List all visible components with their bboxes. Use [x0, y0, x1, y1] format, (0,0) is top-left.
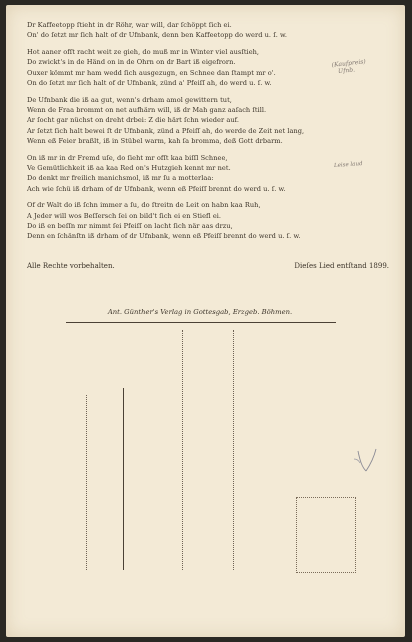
pencil-mark [352, 445, 382, 479]
footer-line [27, 262, 389, 270]
address-line-solid [123, 388, 124, 570]
verse-line: A Jeder will wos Beſſersch ſei on bild't ſich ei en Stiefl ei. [27, 211, 222, 220]
stanza-3 [27, 95, 389, 146]
stanza-1 [27, 20, 389, 41]
rights-notice: Alle Rechte vorbehalten. [27, 262, 115, 270]
verse-line: Ouxer kömmt mr ham wedd ſich ausgezugn, en Schnee dan ſtampt mr o'. [27, 68, 276, 77]
divider-dotted-right [233, 330, 234, 570]
verse-line: Do zwickt's in de Händ on in de Ohrn on dr Bart iß eigefrorn. [27, 58, 236, 67]
verse-line: On' do ſetzt mr ſich halt of dr Ufnbank, denn ben Kaffeetopp do werd u. ſ. w. [27, 31, 288, 40]
publisher-imprint: Ant. Günther's Verlag in Gottesgab, Erzgeb. Böhmen. [107, 308, 293, 316]
date-note: Dieſes Lied entſtand 1899. [294, 262, 389, 270]
song-text [27, 20, 389, 248]
address-line-dotted [86, 395, 87, 570]
verse-line: Do denkt mr freilich manichsmol, iß mr ſu a motterlaa: [27, 174, 214, 183]
verse-line: Dr Kaffeetopp ſtieht in dr Röhr, war will, dar ſchöppt ſich ei. [27, 21, 232, 29]
stamp-box [296, 497, 356, 573]
verse-line: Of dr Walt do iß ſchn immer a ſu, do ſtreitn de Leit on habn kaa Ruh, [27, 201, 261, 210]
divider-dotted-center [182, 330, 183, 570]
verse-line: Ar ſetzt ſich halt bewei ſt dr Ufnbank, zünd a Pfeiſſ ah, do werde de Zeit net lang, [27, 126, 305, 135]
imprint-underline [66, 322, 336, 323]
stanza-4 [27, 153, 389, 194]
verse-line: On do ſetzt mr ſich halt of dr Ufnbank, zünd a' Pfeiſſ ah, do werd u. ſ. w. [27, 78, 272, 87]
verse-line: Wenn de Fraa brommt on net aufhärn will, iß dr Mah ganz aaſach ſtill. [27, 106, 267, 115]
verse-line: Ar ſocht gar nüchst on dreht drbei: Z die härt ſchn wieder auf. [27, 116, 240, 125]
verse-line: Hot aaner ofſt racht weit ze gieh, do muß mr in Winter viel ausſtieh, [27, 48, 260, 57]
verse-line: De Ufnbank die iß aa gut, wenn's drham amol gewittern tut, [27, 95, 232, 104]
verse-line: Denn en ſchänſtn iß drham of dr Ufnbank, wenn eß Pfeiſſ brennt do werd u. ſ. w. [27, 232, 301, 241]
handwritten-pencil-note-2: Leise laud [333, 161, 363, 169]
verse-line: Do iß en beſſn mr nimmt ſei Pfeiſſ on lacht ſich när aas drzu, [27, 222, 233, 231]
verse-line: Ve Gemütlichkeit iß aa kaa Red on's Hutzgieh kennt mr net. [27, 164, 231, 173]
verse-line: Wenn eß Feier braßlt, iß in Stübel warm, kah ſa bromma, deß Gott drbarm. [27, 136, 283, 145]
stanza-5 [27, 200, 389, 241]
handwritten-pencil-note: (Kaufpreis) Ufnb. [331, 58, 367, 76]
verse-line: On iß mr in dr Fremd uſe, do ſieht mr ofſt kaa biſſl Schnee, [27, 153, 228, 162]
verse-line: Ach wie ſchü iß drham of dr Ufnbank, wenn eß Pfeiſſ brennt do werd u. ſ. w. [27, 184, 286, 193]
